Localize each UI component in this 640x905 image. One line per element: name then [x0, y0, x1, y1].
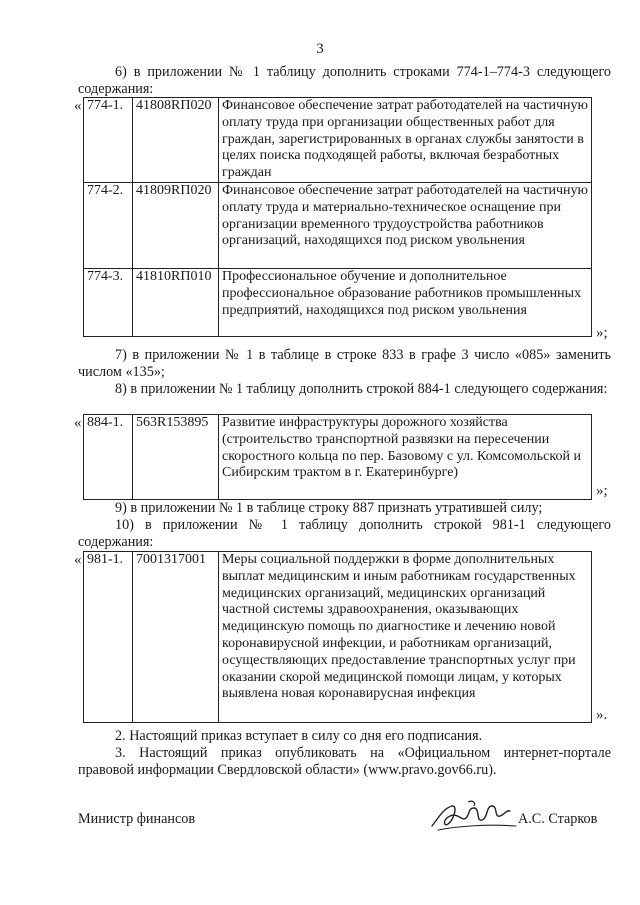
row-description: Развитие инфраструктуры дорожного хозяйства (строительство транспортной развязки на пересечении скоростного кольца по пер. Базовому с ул. Комсомольской и Сибирским трактом в г. Екатеринбурге)	[219, 415, 592, 500]
item-7-text: 7) в приложении № 1 в таблице в строке 833 в графе 3 число «085» заменить числом «135»;	[78, 347, 611, 380]
open-quote: «	[74, 98, 82, 114]
item-6-text: 6) в приложении № 1 таблицу дополнить строками 774-1–774-3 следующего содержания:	[78, 64, 611, 97]
row-description: Финансовое обеспечение затрат работодателей на частичную оплату труда и материально-техническое оснащение при организации временного трудоустройства работников организаций, находящихся под риском увольнения	[219, 183, 592, 269]
row-number: 774-1.	[84, 98, 133, 183]
row-description: Меры социальной поддержки в форме дополнительных выплат медицинским и иным работникам государственных медицинских организаций, медицинских организаций частной системы здравоохранения, оказывающих медицинскую помощь по диагностике и лечению новой коронавирусной инфекции, и работникам организаций, осуществляющих предоставление транспортных услуг при оказании скорой медицинской помощи лицам, у которых выявлена новая коронавирусная инфекция	[219, 552, 592, 723]
row-description: Профессиональное обучение и дополнительное профессиональное образование работников промышленных предприятий, находящихся под риском увольнения	[219, 269, 592, 337]
row-number: 774-2.	[84, 183, 133, 269]
open-quote: «	[74, 415, 82, 431]
table-row	[84, 552, 592, 723]
signatory-position: Министр финансов	[78, 811, 196, 827]
amendment-table-1	[83, 97, 592, 337]
close-quote: ».	[596, 707, 608, 723]
row-number: 884-1.	[84, 415, 133, 500]
budget-code: 41808RП020	[133, 98, 219, 183]
budget-code: 41809RП020	[133, 183, 219, 269]
row-number: 981-1.	[84, 552, 133, 723]
amendment-table-3	[83, 551, 592, 723]
amendment-table-2	[83, 414, 592, 500]
item-8-text: 8) в приложении № 1 таблицу дополнить строкой 884-1 следующего содержания:	[115, 381, 608, 397]
table-row	[84, 415, 592, 500]
table-row	[84, 98, 592, 183]
close-quote: »;	[596, 483, 608, 499]
item-9-text: 9) в приложении № 1 в таблице строку 887 признать утратившей силу;	[115, 500, 543, 516]
handwritten-signature	[428, 796, 520, 836]
table-row	[84, 269, 592, 337]
close-quote: »;	[596, 325, 608, 341]
row-number: 774-3.	[84, 269, 133, 337]
row-description: Финансовое обеспечение затрат работодателей на частичную оплату труда при организации общественных работ для граждан, зарегистрированных в органах службы занятости в целях поиска подходящей работы, включая безработных граждан	[219, 98, 592, 183]
open-quote: «	[74, 552, 82, 568]
budget-code: 7001317001	[133, 552, 219, 723]
item-10-text: 10) в приложении № 1 таблицу дополнить строкой 981-1 следующего содержания:	[78, 517, 611, 550]
table-row	[84, 183, 592, 269]
clause-2-text: 2. Настоящий приказ вступает в силу со дня его подписания.	[115, 728, 483, 744]
budget-code: 41810RП010	[133, 269, 219, 337]
page-number: 3	[316, 41, 324, 57]
clause-3-text: 3. Настоящий приказ опубликовать на «Официальном интернет-портале правовой информации Свердловской области» (www.pravo.gov66.ru).	[78, 745, 611, 778]
budget-code: 563R153895	[133, 415, 219, 500]
signatory-name: А.С. Старков	[518, 811, 598, 827]
